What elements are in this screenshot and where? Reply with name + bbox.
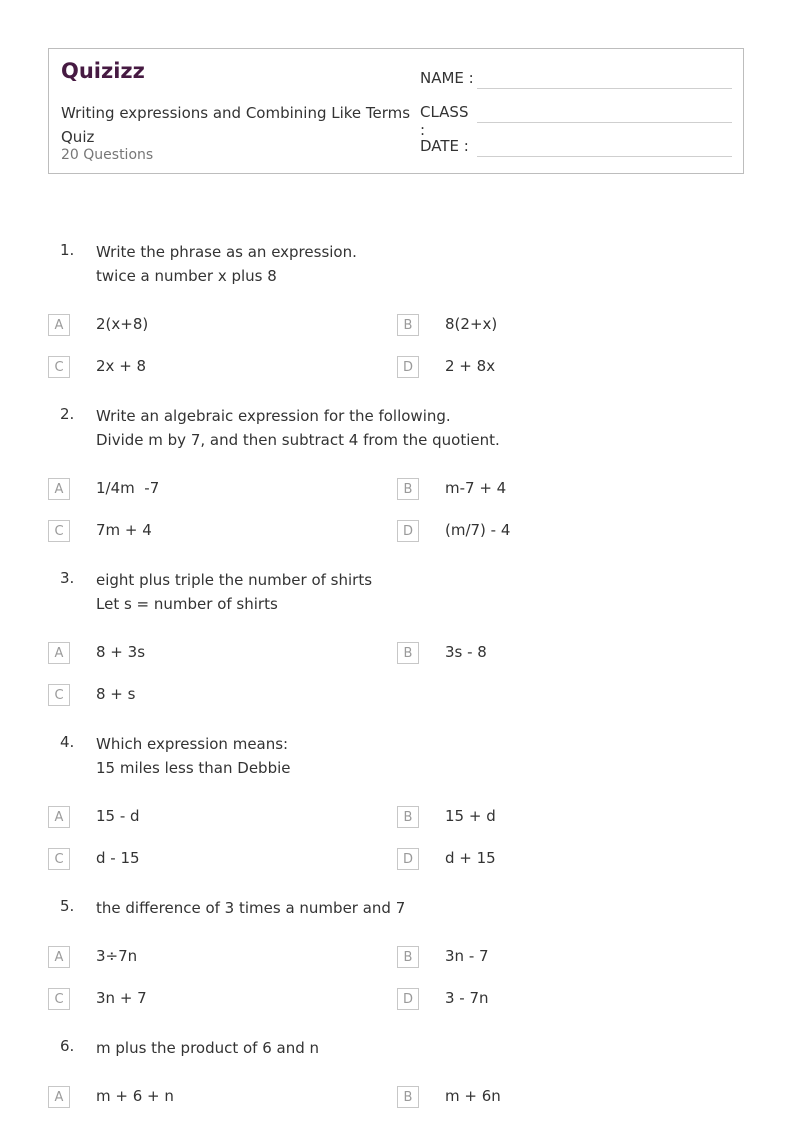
option-text: 2x + 8 xyxy=(96,357,147,375)
quiz-header xyxy=(48,48,744,174)
option-text: 7m + 4 xyxy=(96,521,152,539)
question-number: 1. xyxy=(60,241,75,259)
option-text: 8(2+x) xyxy=(445,315,498,333)
question-number: 6. xyxy=(60,1037,75,1055)
option-text: 3÷7n xyxy=(96,947,138,965)
option-letter: C xyxy=(48,988,70,1010)
class-label: CLASS : xyxy=(420,103,469,139)
option-letter: C xyxy=(48,520,70,542)
date-field[interactable] xyxy=(420,137,476,155)
question-text xyxy=(96,404,716,452)
option-letter: A xyxy=(48,314,70,336)
option-letter: B xyxy=(397,1086,419,1108)
class-field[interactable] xyxy=(420,103,476,139)
option-letter: D xyxy=(397,356,419,378)
name-label: NAME : xyxy=(420,69,474,87)
question-number: 3. xyxy=(60,569,75,587)
question-text xyxy=(96,568,716,616)
question-line-1: Which expression means: xyxy=(96,735,289,753)
question-line-1: m plus the product of 6 and n xyxy=(96,1039,320,1057)
option-text: 1/4m -7 xyxy=(96,479,160,497)
option-letter: B xyxy=(397,806,419,828)
question-number: 5. xyxy=(60,897,75,915)
option-text: 3 - 7n xyxy=(445,989,489,1007)
option-letter: D xyxy=(397,848,419,870)
question-line-2: 15 miles less than Debbie xyxy=(96,759,291,777)
question-text xyxy=(96,732,716,780)
question-line-2: twice a number x plus 8 xyxy=(96,267,277,285)
date-label: DATE : xyxy=(420,137,469,155)
option-letter: B xyxy=(397,642,419,664)
option-letter: C xyxy=(48,848,70,870)
option-letter: C xyxy=(48,684,70,706)
option-text: 3n + 7 xyxy=(96,989,147,1007)
question-text xyxy=(96,896,716,920)
question-text xyxy=(96,1036,716,1060)
option-text: 2(x+8) xyxy=(96,315,149,333)
option-text: 2 + 8x xyxy=(445,357,496,375)
date-line[interactable] xyxy=(477,156,732,157)
name-field[interactable] xyxy=(420,69,476,87)
option-letter: A xyxy=(48,806,70,828)
question-number: 2. xyxy=(60,405,75,423)
quizizz-logo: Quizizz xyxy=(61,59,145,83)
option-letter: D xyxy=(397,520,419,542)
option-text: d + 15 xyxy=(445,849,496,867)
option-letter: A xyxy=(48,946,70,968)
question-line-2: Let s = number of shirts xyxy=(96,595,278,613)
option-text: m + 6n xyxy=(445,1087,501,1105)
question-line-1: Write the phrase as an expression. xyxy=(96,243,357,261)
option-letter: B xyxy=(397,314,419,336)
option-text: 15 + d xyxy=(445,807,496,825)
quiz-title: Writing expressions and Combining Like Terms Quiz xyxy=(61,104,411,146)
option-text: 8 + 3s xyxy=(96,643,146,661)
question-count: 20 Questions xyxy=(61,147,154,163)
option-text: 8 + s xyxy=(96,685,136,703)
option-letter: A xyxy=(48,478,70,500)
option-text: (m/7) - 4 xyxy=(445,521,511,539)
question-line-1: the difference of 3 times a number and 7 xyxy=(96,899,406,917)
option-letter: D xyxy=(397,988,419,1010)
option-letter: B xyxy=(397,946,419,968)
option-text: d - 15 xyxy=(96,849,140,867)
option-letter: C xyxy=(48,356,70,378)
option-text: 3n - 7 xyxy=(445,947,489,965)
question-line-1: eight plus triple the number of shirts xyxy=(96,571,373,589)
question-number: 4. xyxy=(60,733,75,751)
question-line-1: Write an algebraic expression for the following. xyxy=(96,407,451,425)
option-text: m-7 + 4 xyxy=(445,479,507,497)
class-line[interactable] xyxy=(477,122,732,123)
question-line-2: Divide m by 7, and then subtract 4 from the quotient. xyxy=(96,431,500,449)
question-text xyxy=(96,240,716,288)
option-text: m + 6 + n xyxy=(96,1087,174,1105)
option-text: 15 - d xyxy=(96,807,140,825)
option-letter: B xyxy=(397,478,419,500)
name-line[interactable] xyxy=(477,88,732,89)
option-text: 3s - 8 xyxy=(445,643,487,661)
option-letter: A xyxy=(48,1086,70,1108)
option-letter: A xyxy=(48,642,70,664)
